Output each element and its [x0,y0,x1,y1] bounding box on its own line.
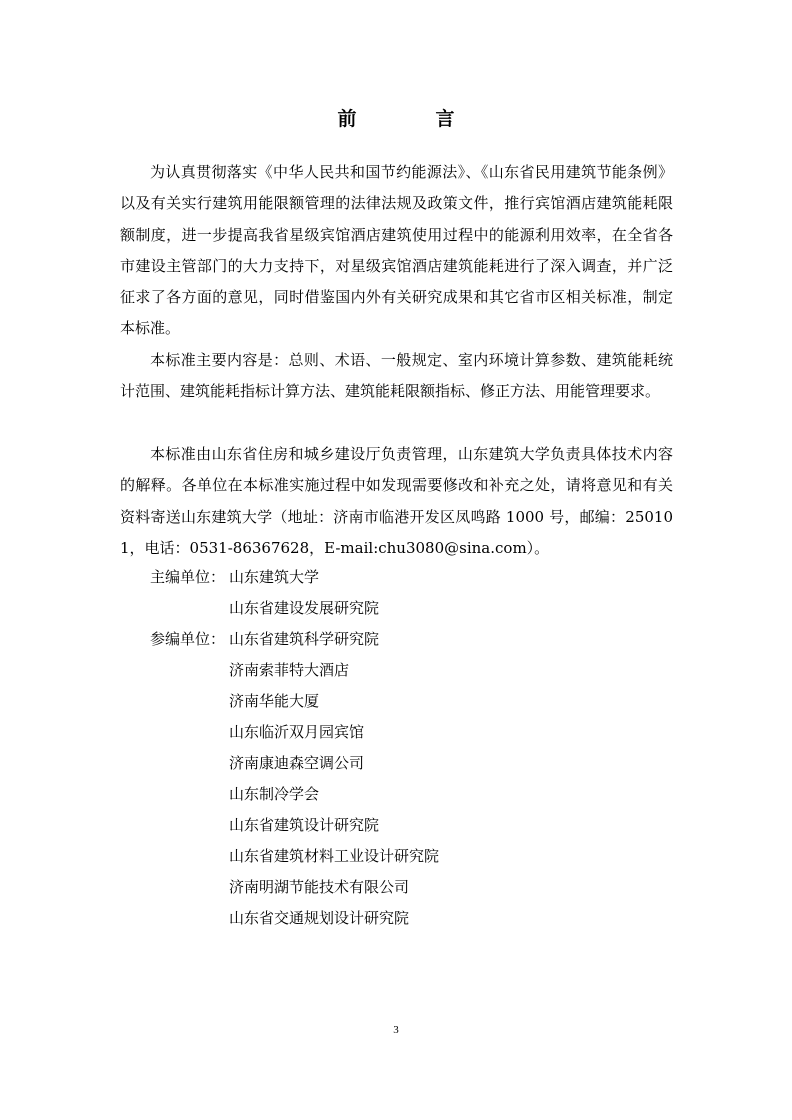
participant-unit: 山东制冷学会 [229,785,320,803]
participant-label: 参编单位： [150,630,226,648]
chief-editor-unit: 山东省建设发展研究院 [229,599,380,617]
chief-editor-unit: 山东建筑大学 [229,568,320,586]
participant-unit: 山东省建筑设计研究院 [229,816,380,834]
participant-unit: 山东省建筑科学研究院 [229,630,380,648]
participant-unit: 济南明湖节能技术有限公司 [229,878,410,896]
participant-unit: 济南华能大厦 [229,692,320,710]
participant-unit: 山东临沂双月园宾馆 [229,723,365,741]
paragraph-content: 本标准主要内容是：总则、术语、一般规定、室内环境计算参数、建筑能耗统计范围、建筑能耗指标计算方法、建筑能耗限额指标、修正方法、用能管理要求。 [120,351,673,401]
paragraph-management: 本标准由山东省住房和城乡建设厅负责管理，山东建筑大学负责具体技术内容的解释。各单位在本标准实施过程中如发现需要修改和补充之处，请将意见和有关资料寄送山东建筑大学（地址：济南市临港开发区凤鸣路 1000 号，邮编：250101，电话：0531-86367628，E-mail:chu3080@sina.com）。 [120,445,673,557]
participant-unit: 山东省建筑材料工业设计研究院 [229,847,440,865]
participant-unit: 山东省交通规划设计研究院 [229,909,410,927]
paragraph-purpose: 为认真贯彻落实《中华人民共和国节约能源法》、《山东省民用建筑节能条例》以及有关实行建筑用能限额管理的法律法规及政策文件，推行宾馆酒店建筑能耗限额制度，进一步提高我省星级宾馆酒店建筑使用过程中的能源利用效率，在全省各市建设主管部门的大力支持下，对星级宾馆酒店建筑能耗进行了深入调查，并广泛征求了各方面的意见，同时借鉴国内外有关研究成果和其它省市区相关标准，制定本标准。 [120,163,673,338]
page-title: 前 言 [337,108,485,130]
page-number: 3 [393,1024,399,1036]
participant-unit: 济南索菲特大酒店 [229,661,350,679]
participant-unit: 济南康迪森空调公司 [229,754,365,772]
chief-editor-label: 主编单位： [150,568,226,586]
